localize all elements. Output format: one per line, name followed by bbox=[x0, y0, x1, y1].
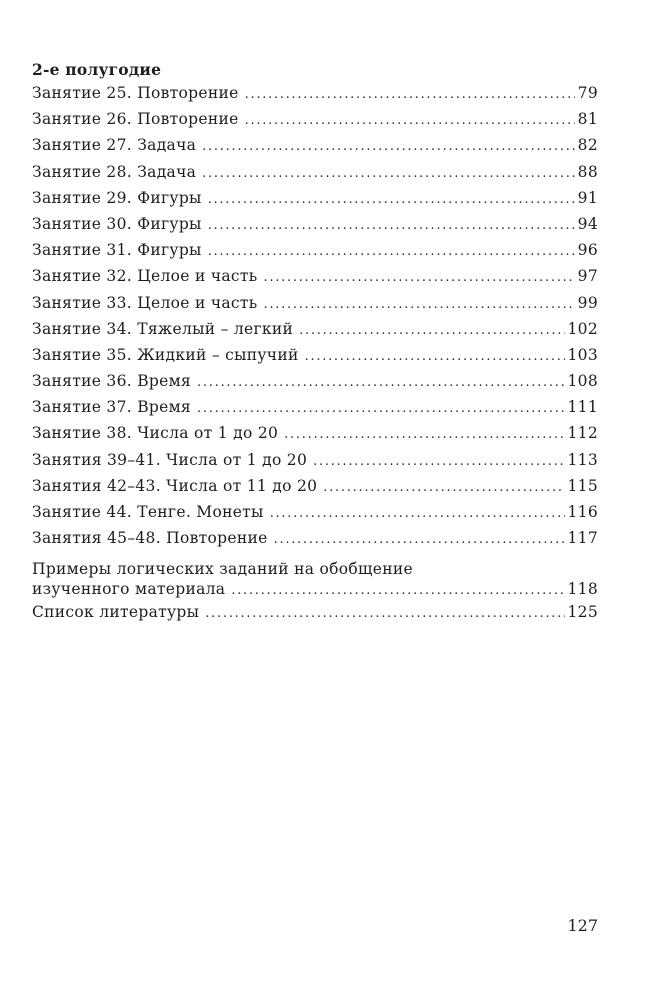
toc-entry bbox=[32, 346, 598, 372]
toc-leader-dots bbox=[205, 606, 564, 621]
toc-leader-dots bbox=[208, 218, 575, 233]
toc-entry-label: Занятие 32. Целое и часть bbox=[32, 267, 258, 286]
toc-entry-page: 81 bbox=[577, 110, 598, 129]
toc-leader-dots bbox=[274, 532, 565, 547]
toc-entry-label: Занятие 33. Целое и часть bbox=[32, 293, 258, 312]
page-number: 127 bbox=[567, 916, 598, 935]
toc-leader-dots bbox=[264, 270, 575, 285]
section-heading: 2-е полугодие bbox=[32, 60, 162, 79]
toc-leader-dots bbox=[197, 401, 564, 416]
toc-leader-dots bbox=[245, 87, 575, 102]
toc-entry-label: Список литературы bbox=[32, 603, 200, 622]
toc-leader-dots bbox=[202, 166, 575, 181]
toc-entry-label: Занятие 26. Повторение bbox=[32, 110, 239, 129]
toc-entry-label: Занятие 28. Задача bbox=[32, 162, 197, 181]
toc-entry bbox=[32, 163, 598, 189]
table-of-contents bbox=[32, 84, 598, 630]
toc-entry bbox=[32, 189, 598, 215]
toc-entry-page: 82 bbox=[577, 136, 598, 155]
toc-entry-page: 113 bbox=[567, 450, 598, 469]
toc-entry-page: 112 bbox=[567, 424, 598, 443]
toc-entry-label: Занятие 31. Фигуры bbox=[32, 241, 202, 260]
toc-leader-dots bbox=[305, 349, 565, 364]
toc-entry bbox=[32, 267, 598, 293]
toc-entry-bibliography bbox=[32, 603, 598, 629]
toc-entry-page: 97 bbox=[577, 267, 598, 286]
toc-entry-page: 94 bbox=[577, 214, 598, 233]
toc-entry-label: Занятие 36. Время bbox=[32, 372, 192, 391]
toc-entry-label: Занятия 42–43. Числа от 11 до 20 bbox=[32, 476, 318, 495]
toc-entry-label: Занятие 30. Фигуры bbox=[32, 214, 202, 233]
toc-entry bbox=[32, 136, 598, 162]
toc-entry-label: Занятие 35. Жидкий – сыпучий bbox=[32, 345, 299, 364]
toc-entry bbox=[32, 451, 598, 477]
toc-entry-page: 111 bbox=[567, 398, 598, 417]
toc-entry-label-line2: изученного материала bbox=[32, 580, 226, 599]
toc-entry bbox=[32, 241, 598, 267]
toc-entry-examples bbox=[32, 555, 598, 603]
toc-entry-label: Занятие 29. Фигуры bbox=[32, 188, 202, 207]
toc-entry-page: 115 bbox=[567, 476, 598, 495]
toc-entry bbox=[32, 477, 598, 503]
toc-entry-page: 88 bbox=[577, 162, 598, 181]
toc-entry bbox=[32, 110, 598, 136]
toc-leader-dots bbox=[197, 375, 564, 390]
toc-leader-dots bbox=[299, 323, 564, 338]
toc-entry-label: Занятие 25. Повторение bbox=[32, 84, 239, 102]
toc-entry bbox=[32, 372, 598, 398]
toc-entry-label: Занятие 27. Задача bbox=[32, 136, 197, 155]
toc-leader-dots bbox=[202, 139, 575, 154]
toc-entry-page: 79 bbox=[577, 84, 598, 102]
toc-entry-label: Занятие 34. Тяжелый – легкий bbox=[32, 319, 294, 338]
toc-entry bbox=[32, 84, 598, 110]
toc-entry-label: Занятия 45–48. Повторение bbox=[32, 529, 268, 548]
toc-entry-label: Занятия 39–41. Числа от 1 до 20 bbox=[32, 450, 308, 469]
toc-entry-page: 96 bbox=[577, 241, 598, 260]
toc-entry bbox=[32, 424, 598, 450]
toc-entry-page: 102 bbox=[567, 319, 598, 338]
toc-entry-label: Занятие 37. Время bbox=[32, 398, 192, 417]
toc-entry bbox=[32, 503, 598, 529]
toc-entry-page: 91 bbox=[577, 188, 598, 207]
toc-entry bbox=[32, 320, 598, 346]
toc-entry-line2 bbox=[32, 579, 598, 603]
toc-entry-page: 125 bbox=[567, 603, 598, 622]
toc-leader-dots bbox=[231, 581, 564, 601]
toc-entry-label-line1: Примеры логических заданий на обобщение bbox=[32, 560, 413, 579]
toc-leader-dots bbox=[208, 244, 575, 259]
toc-entry-page: 99 bbox=[577, 293, 598, 312]
toc-leader-dots bbox=[270, 506, 565, 521]
toc-entry bbox=[32, 215, 598, 241]
toc-entry bbox=[32, 294, 598, 320]
toc-leader-dots bbox=[323, 480, 564, 495]
toc-entry-label: Занятие 44. Тенге. Монеты bbox=[32, 503, 264, 521]
toc-leader-dots bbox=[245, 113, 575, 128]
toc-leader-dots bbox=[313, 454, 564, 469]
toc-entry-page: 116 bbox=[567, 503, 598, 521]
toc-leader-dots bbox=[284, 427, 564, 442]
toc-leader-dots bbox=[208, 192, 575, 207]
toc-entry bbox=[32, 398, 598, 424]
toc-entry-label: Занятие 38. Числа от 1 до 20 bbox=[32, 424, 279, 443]
toc-entry-page: 118 bbox=[567, 580, 598, 599]
toc-leader-dots bbox=[264, 297, 575, 312]
toc-entry bbox=[32, 529, 598, 555]
toc-entry-page: 117 bbox=[567, 529, 598, 548]
toc-entry-page: 108 bbox=[567, 372, 598, 391]
toc-entry-page: 103 bbox=[567, 345, 598, 364]
